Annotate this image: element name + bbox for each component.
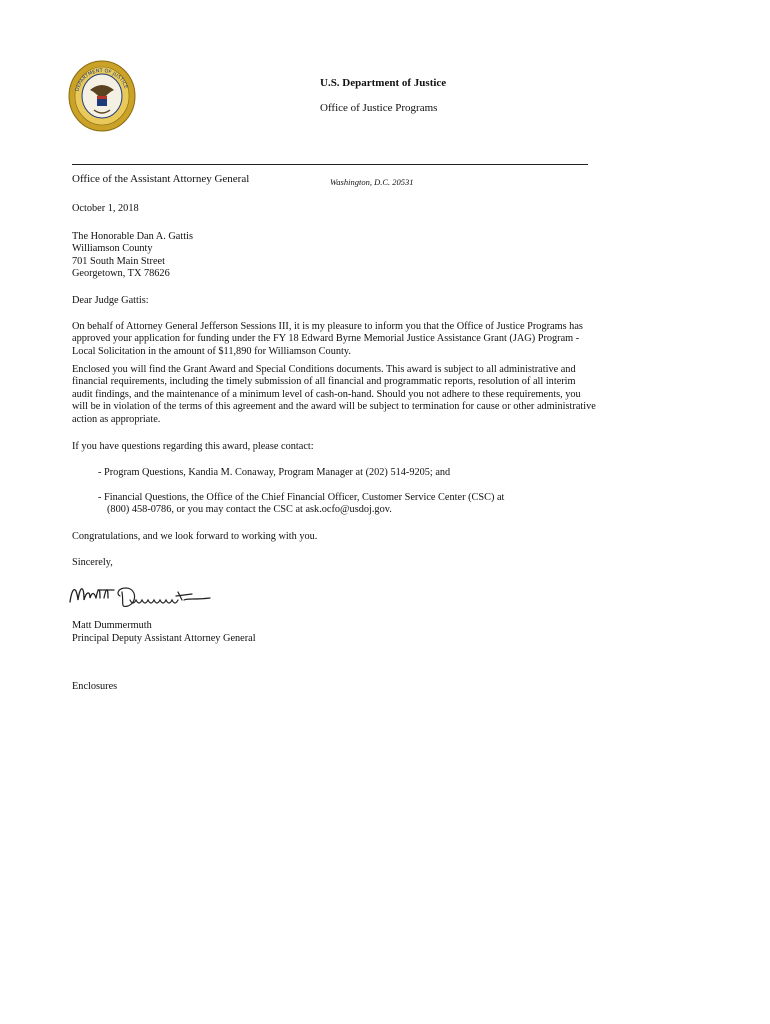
paragraph-line: action as appropriate.	[72, 413, 161, 425]
enclosures-note: Enclosures	[72, 681, 118, 692]
paragraph-line: audit findings, and the maintenance of a minimum level of cash-on-hand. Should you not adhere to these requirements, you	[72, 388, 581, 400]
seal-lettering: DEPARTMENT OF JUSTICE	[74, 67, 129, 93]
contact-line: - Program Questions, Kandia M. Conaway, Program Manager at (202) 514-9205; and	[98, 467, 451, 478]
office-line-left: Office of the Assistant Attorney General	[72, 173, 250, 185]
office-title: Office of Justice Programs	[320, 102, 438, 114]
paragraph-line: approved your application for funding under the FY 18 Edward Byrne Memorial Justice Assistance Grant (JAG) Program -	[72, 333, 580, 345]
paragraph-line: will be in violation of the terms of this agreement and the award will be subject to termination for cause or other administrative	[72, 401, 596, 413]
contact-item-financial	[98, 492, 504, 517]
paragraph-award	[72, 321, 583, 358]
contact-item-program	[98, 467, 450, 479]
recipient-line: Williamson County	[72, 243, 153, 255]
closing: Sincerely,	[72, 557, 113, 568]
handwritten-signature	[66, 578, 214, 618]
header-divider	[72, 164, 588, 165]
paragraph-line: financial requirements, including the timely submission of all financial and programmatic reports, resolution of all interim	[72, 376, 576, 388]
recipient-address	[72, 231, 193, 281]
doj-seal	[68, 60, 136, 132]
paragraph-line: On behalf of Attorney General Jefferson Sessions III, it is my pleasure to inform you that the Office of Justice Programs has	[72, 321, 583, 332]
recipient-line: 701 South Main Street	[72, 255, 165, 267]
recipient-line: The Honorable Dan A. Gattis	[72, 231, 193, 242]
signer-name: Matt Dummermuth	[72, 620, 152, 631]
paragraph-line: Local Solicitation in the amount of $11,890 for Williamson County.	[72, 345, 351, 357]
department-title: U.S. Department of Justice	[320, 77, 447, 89]
contact-line: (800) 458-0786, or you may contact the CSC at ask.ocfo@usdoj.gov.	[107, 504, 392, 516]
letter-date: October 1, 2018	[72, 203, 139, 214]
recipient-line: Georgetown, TX 78626	[72, 268, 170, 280]
paragraph-line: Enclosed you will find the Grant Award and Special Conditions documents. This award is subject to all administrative and	[72, 364, 576, 375]
contact-line: - Financial Questions, the Office of the Chief Financial Officer, Customer Service Center (CSC) at	[98, 492, 505, 503]
paragraph-questions	[72, 441, 314, 453]
paragraph-requirements	[72, 364, 596, 426]
paragraph-line: If you have questions regarding this award, please contact:	[72, 441, 314, 452]
office-line-city: Washington, D.C. 20531	[330, 177, 414, 187]
congratulations-line: Congratulations, and we look forward to working with you.	[72, 531, 318, 542]
salutation: Dear Judge Gattis:	[72, 295, 149, 306]
signer-title: Principal Deputy Assistant Attorney General	[72, 633, 256, 644]
